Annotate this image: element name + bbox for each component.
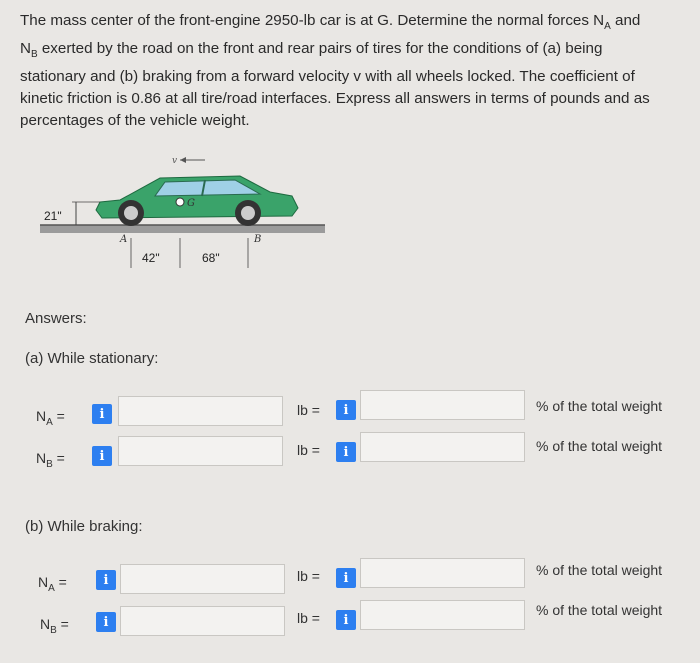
info-icon[interactable]: i — [92, 446, 112, 466]
velocity-label: v — [172, 156, 178, 166]
part-a-row-na — [0, 390, 700, 430]
info-icon[interactable]: i — [336, 568, 356, 588]
problem-line-1: The mass center of the front-engine 2950-lb car is at G. Determine the normal forces $N_A$ and — [20, 12, 641, 33]
percent-label: % of the total weight — [536, 438, 663, 454]
info-icon[interactable]: i — [336, 610, 356, 630]
nb-percent-input[interactable] — [360, 432, 525, 462]
na-label: $N_A$ = — [36, 408, 65, 428]
point-a-label: A — [120, 234, 128, 245]
velocity-arrowhead — [180, 157, 186, 163]
info-icon[interactable]: i — [96, 612, 116, 632]
g-label: G — [187, 198, 195, 209]
rear-hub — [241, 206, 255, 220]
nb-lb-input[interactable] — [118, 436, 283, 466]
lb-unit: lb = — [297, 568, 320, 584]
problem-line-4: kinetic friction is 0.86 at all tire/road interfaces. Express all answers in terms of pounds and as — [20, 90, 650, 108]
nb-lb-input[interactable] — [120, 606, 285, 636]
na-percent-input[interactable] — [360, 390, 525, 420]
info-icon[interactable]: i — [336, 400, 356, 420]
height-dimension: 21" — [44, 209, 62, 223]
na-label: $N_A$ = — [38, 574, 67, 594]
problem-line-2: $N_B$ exerted by the road on the front and rear pairs of tires for the conditions of (a) being — [20, 40, 603, 61]
part-a-row-nb — [0, 432, 700, 472]
problem-line-3: stationary and (b) braking from a forward velocity v with all wheels locked. The coefficient of — [20, 68, 635, 86]
nb-percent-input[interactable] — [360, 600, 525, 630]
lb-unit: lb = — [297, 442, 320, 458]
part-b-heading: (b) While braking: — [25, 518, 143, 535]
na-percent-input[interactable] — [360, 558, 525, 588]
info-icon[interactable]: i — [336, 442, 356, 462]
part-b-row-na — [0, 558, 700, 598]
front-hub — [124, 206, 138, 220]
car-figure — [30, 150, 340, 270]
point-b-label: B — [254, 234, 262, 245]
info-icon[interactable]: i — [92, 404, 112, 424]
lb-unit: lb = — [297, 610, 320, 626]
answers-heading: Answers: — [25, 310, 87, 327]
na-lb-input[interactable] — [120, 564, 285, 594]
dim-b-label: 68" — [202, 251, 220, 265]
percent-label: % of the total weight — [536, 398, 663, 414]
problem-line-5: percentages of the vehicle weight. — [20, 112, 250, 130]
percent-label: % of the total weight — [536, 562, 663, 578]
car-diagram — [30, 150, 340, 270]
na-lb-input[interactable] — [118, 396, 283, 426]
lb-unit: lb = — [297, 402, 320, 418]
percent-label: % of the total weight — [536, 602, 663, 618]
dim-a-label: 42" — [142, 251, 160, 265]
part-b-row-nb — [0, 600, 700, 640]
problem-statement — [20, 10, 680, 132]
center-of-mass-marker — [176, 198, 184, 206]
nb-label: $N_B$ = — [40, 616, 69, 636]
info-icon[interactable]: i — [96, 570, 116, 590]
road-surface — [40, 225, 325, 233]
nb-label: $N_B$ = — [36, 450, 65, 470]
part-a-heading: (a) While stationary: — [25, 350, 159, 367]
